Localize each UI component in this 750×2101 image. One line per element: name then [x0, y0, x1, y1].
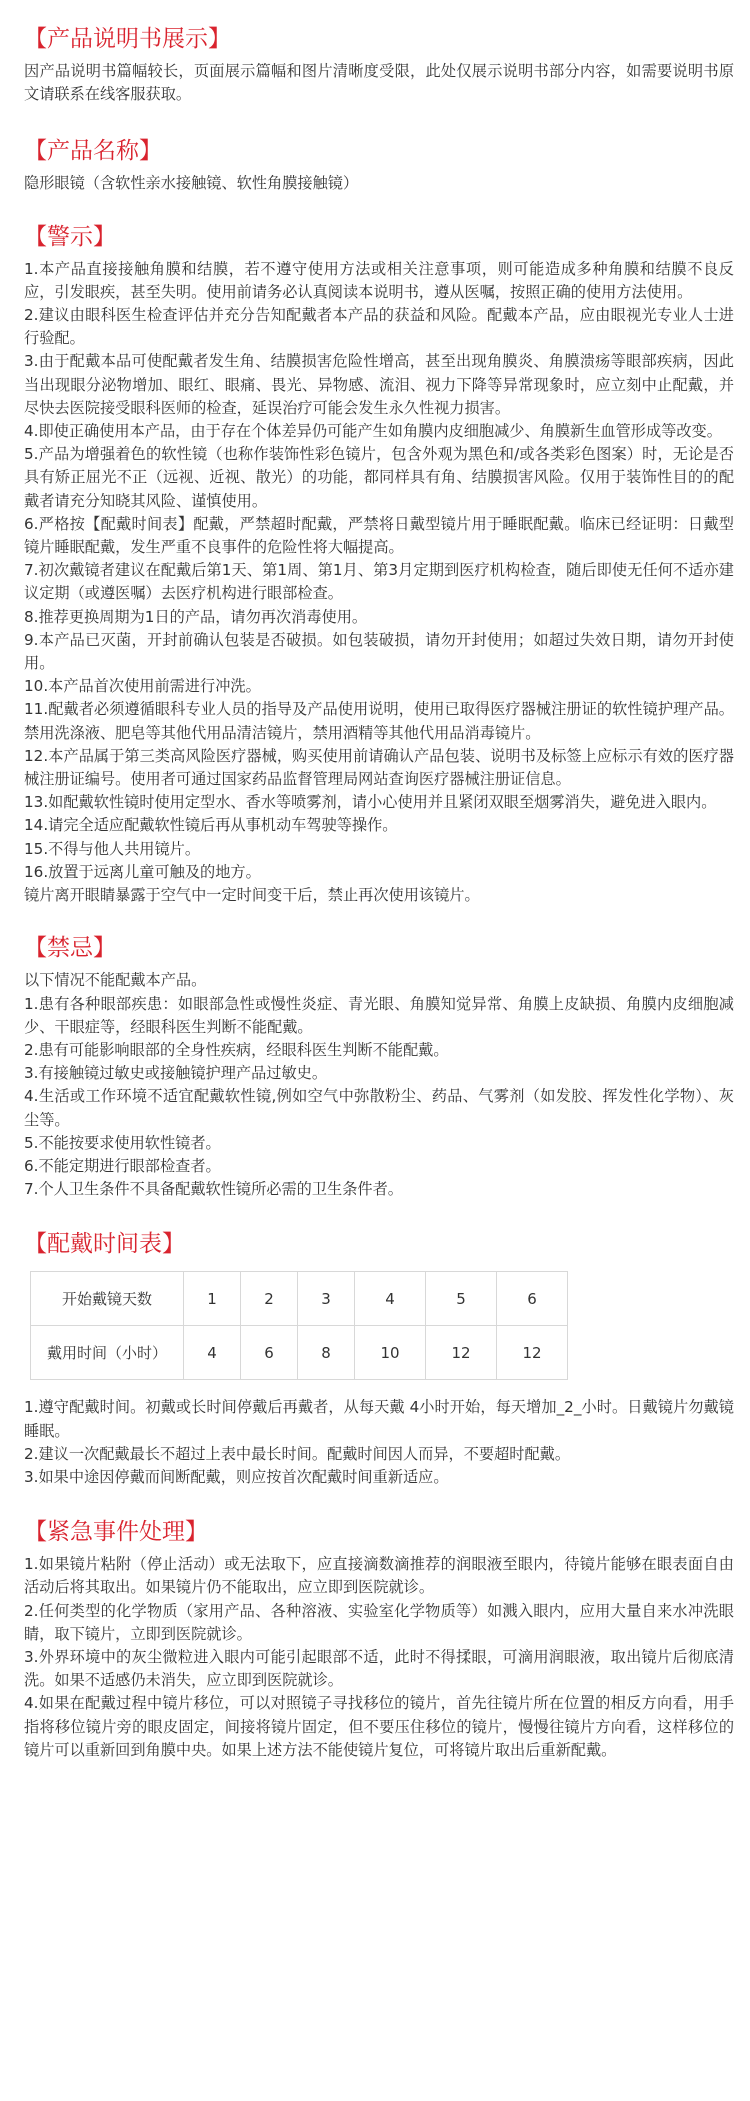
contraindication-item: 3.有接触镜过敏史或接触镜护理产品过敏史。 — [24, 1064, 328, 1083]
table-cell: 4 — [355, 1272, 426, 1326]
table-row — [31, 1272, 568, 1326]
contraindication-item: 5.不能按要求使用软性镜者。 — [24, 1133, 221, 1152]
contraindication-item: 7.个人卫生条件不具备配戴软性镜所必需的卫生条件者。 — [24, 1180, 403, 1199]
product-name-text — [24, 172, 734, 195]
warning-item: 4.即使正确使用本产品，由于存在个体差异仍可能产生如角膜内皮细胞减少、角膜新生血管形成等改变。 — [24, 422, 722, 441]
warning-item: 3.由于配戴本品可使配戴者发生角、结膜损害危险性增高，甚至出现角膜炎、角膜溃疡等眼部疾病，因此当出现眼分泌物增加、眼红、眼痛、畏光、异物感、流泪、视力下降等异常现象时，应立刻中止配戴，并尽快去医院接受眼科医师的检查，延误治疗可能会发生永久性视力损害。 — [24, 352, 734, 417]
schedule-title: 【配戴时间表】 — [24, 1231, 185, 1258]
emergency-title: 【紧急事件处理】 — [24, 1519, 208, 1546]
schedule-note: 3.如果中途因停戴而间断配戴，则应按首次配戴时间重新适应。 — [24, 1467, 449, 1486]
warning-item: 11.配戴者必须遵循眼科专业人员的指导及产品使用说明，使用已取得医疗器械注册证的软性镜护理产品。禁用洗涤液、肥皂等其他代用品清洁镜片，禁用酒精等其他代用品消毒镜片。 — [24, 700, 734, 742]
warning-item: 6.严格按【配戴时间表】配戴，严禁超时配戴，严禁将日戴型镜片用于睡眠配戴。临床已经证明：日戴型镜片睡眠配戴，发生严重不良事件的危险性将大幅提高。 — [24, 514, 734, 557]
warning-item: 13.如配戴软性镜时使用定型水、香水等喷雾剂，请小心使用并且紧闭双眼至烟雾消失，避免进入眼内。 — [24, 793, 717, 812]
schedule-note: 2.建议一次配戴最长不超过上表中最长时间。配戴时间因人而异，不要超时配戴。 — [24, 1444, 571, 1463]
table-header-cell: 戴用时间（小时） — [31, 1326, 184, 1380]
warning-item: 5.产品为增强着色的软性镜（也称作装饰性彩色镜片，包含外观为黑色和/或各类彩色图案）时，无论是否具有矫正屈光不正（远视、近视、散光）的功能，都同样具有角、结膜损害风险。仅用于装饰性目的的配戴者请充分知晓其风险、谨慎使用。 — [24, 445, 734, 510]
contraindication-item: 2.患有可能影响眼部的全身性疾病，经眼科医生判断不能配戴。 — [24, 1040, 449, 1059]
warning-item: 8.推荐更换周期为1日的产品，请勿再次消毒使用。 — [24, 607, 368, 626]
emergency-item: 4.如果在配戴过程中镜片移位，可以对照镜子寻找移位的镜片，首先往镜片所在位置的相反方向看，用手指将移位镜片旁的眼皮固定，间接将镜片固定，但不要压住移位的镜片，慢慢往镜片方向看，这样移位的镜片可以重新回到角膜中央。如果上述方法不能使镜片复位，可将镜片取出后重新配戴。 — [24, 1694, 734, 1759]
warnings-title: 【警示】 — [24, 223, 116, 250]
intro-text — [24, 60, 734, 106]
schedule-table — [30, 1271, 568, 1380]
product-name-paragraph: 隐形眼镜（含软性亲水接触镜、软性角膜接触镜） — [24, 174, 359, 193]
contraindication-item: 以下情况不能配戴本产品。 — [24, 971, 207, 990]
table-cell: 12 — [497, 1326, 568, 1380]
warning-item: 2.建议由眼科医生检查评估并充分告知配戴者本产品的获益和风险。配戴本产品，应由眼视光专业人士进行验配。 — [24, 306, 734, 348]
contraindications-title: 【禁忌】 — [24, 935, 116, 962]
contraindication-item: 6.不能定期进行眼部检查者。 — [24, 1156, 221, 1175]
warning-item: 14.请完全适应配戴软性镜后再从事机动车驾驶等操作。 — [24, 816, 398, 835]
contraindications-list — [24, 969, 734, 1201]
contraindication-item: 1.患有各种眼部疾患：如眼部急性或慢性炎症、青光眼、角膜知觉异常、角膜上皮缺损、角膜内皮细胞减少、干眼症等，经眼科医生判断不能配戴。 — [24, 994, 734, 1036]
emergency-item: 3.外界环境中的灰尘微粒进入眼内可能引起眼部不适，此时不得揉眼，可滴用润眼液，取出镜片后彻底清洗。如果不适感仍未消失，应立即到医院就诊。 — [24, 1647, 734, 1690]
intro-paragraph: 因产品说明书篇幅较长，页面展示篇幅和图片清晰度受限，此处仅展示说明书部分内容，如需要说明书原文请联系在线客服获取。 — [24, 62, 734, 104]
product-name-title: 【产品名称】 — [24, 138, 162, 165]
contraindication-item: 4.生活或工作环境不适宜配戴软性镜,例如空气中弥散粉尘、药品、气雾剂（如发胶、挥发性化学物）、灰尘等。 — [24, 1087, 734, 1129]
warning-item: 9.本产品已灭菌，开封前确认包装是否破损。如包装破损，请勿开封使用；如超过失效日期，请勿开封使用。 — [24, 630, 734, 673]
warning-item: 7.初次戴镜者建议在配戴后第1天、第1周、第1月、第3月定期到医疗机构检查，随后即使无任何不适亦建议定期（或遵医嘱）去医疗机构进行眼部检查。 — [24, 561, 734, 603]
table-cell: 1 — [184, 1272, 241, 1326]
emergency-list — [24, 1553, 734, 1762]
table-header-cell: 开始戴镜天数 — [31, 1272, 184, 1326]
table-cell: 3 — [298, 1272, 355, 1326]
table-cell: 5 — [426, 1272, 497, 1326]
schedule-notes — [24, 1396, 734, 1489]
warning-item: 15.不得与他人共用镜片。 — [24, 839, 201, 858]
warning-item: 10.本产品首次使用前需进行冲洗。 — [24, 677, 261, 696]
emergency-item: 2.任何类型的化学物质（家用产品、各种溶液、实验室化学物质等）如溅入眼内，应用大量自来水冲洗眼睛，取下镜片，立即到医院就诊。 — [24, 1601, 734, 1643]
intro-title: 【产品说明书展示】 — [24, 26, 231, 52]
table-cell: 10 — [355, 1326, 426, 1380]
table-cell: 6 — [497, 1272, 568, 1326]
table-cell: 6 — [241, 1326, 298, 1380]
table-row — [31, 1326, 568, 1380]
schedule-note: 1.遵守配戴时间。初戴或长时间停戴后再戴者，从每天戴 4小时开始，每天增加_2_小时。日戴镜片勿戴镜睡眠。 — [24, 1398, 734, 1440]
emergency-item: 1.如果镜片粘附（停止活动）或无法取下，应直接滴数滴推荐的润眼液至眼内，待镜片能够在眼表面自由活动后将其取出。如果镜片仍不能取出，应立即到医院就诊。 — [24, 1555, 734, 1597]
warning-item: 12.本产品属于第三类高风险医疗器械，购买使用前请确认产品包装、说明书及标签上应标示有效的医疗器械注册证编号。使用者可通过国家药品监督管理局网站查询医疗器械注册证信息。 — [24, 746, 734, 789]
table-cell: 2 — [241, 1272, 298, 1326]
warning-item: 1.本产品直接接触角膜和结膜，若不遵守使用方法或相关注意事项，则可能造成多种角膜和结膜不良反应，引发眼疾，甚至失明。使用前请务必认真阅读本说明书，遵从医嘱，按照正确的使用方法使用。 — [24, 259, 734, 301]
table-cell: 12 — [426, 1326, 497, 1380]
table-cell: 8 — [298, 1326, 355, 1380]
warnings-list — [24, 258, 734, 908]
warning-item: 16.放置于远离儿童可触及的地方。 — [24, 862, 261, 881]
warning-item: 镜片离开眼睛暴露于空气中一定时间变干后，禁止再次使用该镜片。 — [24, 886, 480, 905]
table-cell: 4 — [184, 1326, 241, 1380]
